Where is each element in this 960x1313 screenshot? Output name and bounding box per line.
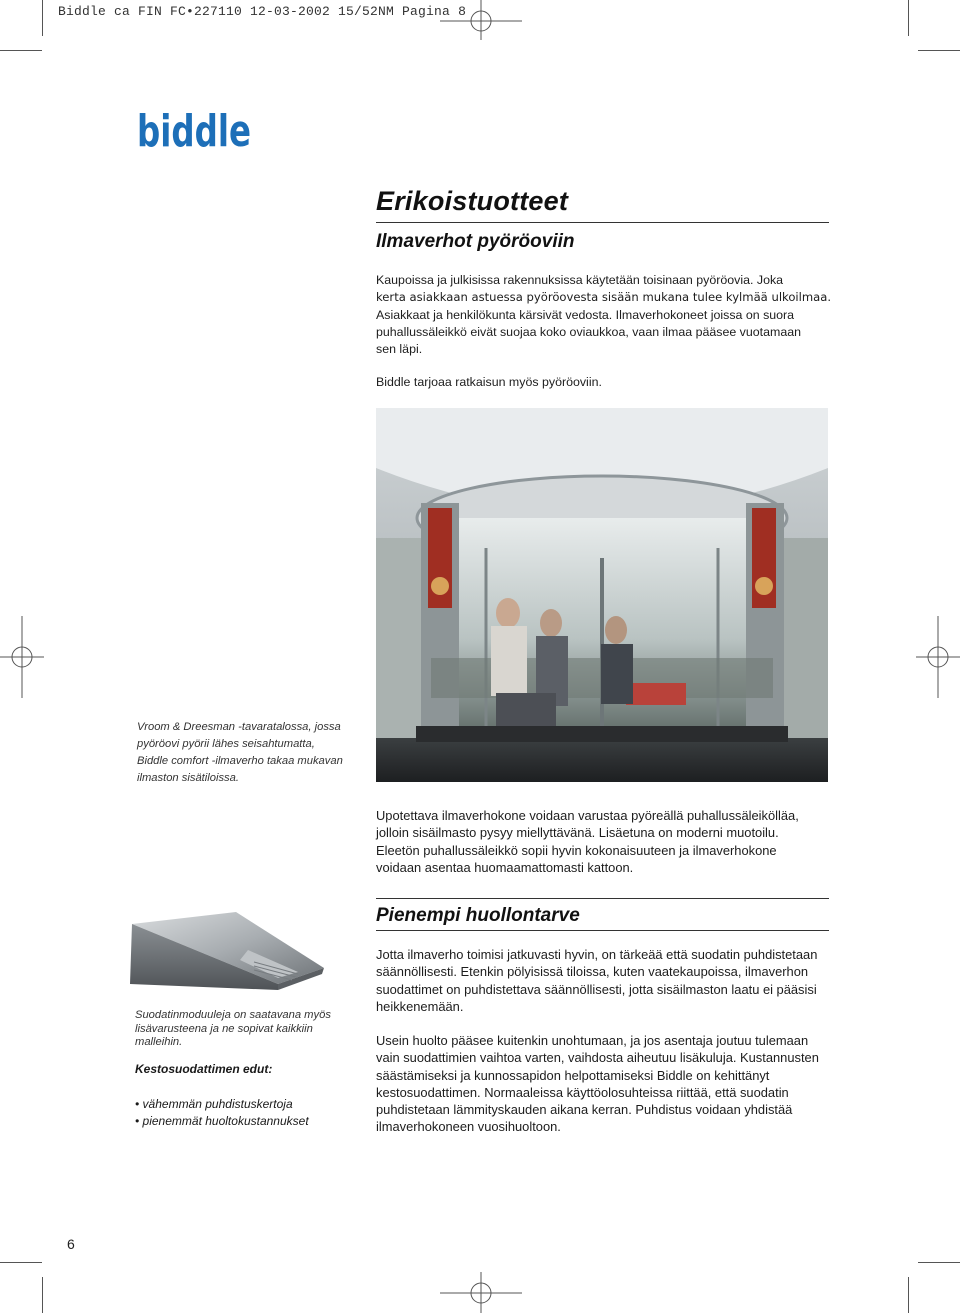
maintenance-paragraph-1 [376, 946, 846, 1015]
product-caption [135, 1009, 335, 1050]
bullet-icon: • [135, 1097, 143, 1111]
caption-line: malleihin. [135, 1036, 183, 1048]
benefit-item: • pienemmät huoltokustannukset [135, 1114, 309, 1128]
caption-line: Suodatinmoduuleja on saatavana myös [135, 1009, 331, 1021]
caption-line: ilmaston sisätiloissa. [137, 772, 239, 784]
air-curtain-unit-image [128, 910, 324, 994]
svg-text:biddle: biddle [137, 106, 251, 157]
para-line: puhdistetaan lämmityskauden aikana kerran. Puhdistus voidaan yhdistää [376, 1102, 793, 1118]
para-line: ilmaverhokoneen vuosihuoltoon. [376, 1119, 561, 1135]
intro-paragraph [376, 272, 836, 358]
section-heading-maintenance: Pienempi huollontarve [376, 905, 580, 926]
para-line: Upotettava ilmaverhokone voidaan varustaa pyöreällä puhallussäleikölläa, [376, 808, 799, 823]
para-line: voidaan asentaa huomaamattomasti kattoon. [376, 859, 634, 875]
para-line: kestosuodattimen. Normaaleissa käyttöolosuhteissa riittää, että suodatin [376, 1084, 789, 1100]
registration-mark-bottom [440, 1272, 522, 1313]
para-line: jolloin sisäilmasto pysyy miellyttävänä. Lisäetuna on moderni muotoilu. [376, 825, 779, 841]
caption-line: lisävarusteena ja ne sopivat kaikkiin [135, 1022, 313, 1035]
para-line: Eleetön puhallussäleikkö sopii hyvin kokonaisuuteen ja ilmaverhokone [376, 842, 777, 858]
biddle-logo [137, 106, 251, 157]
title-rule [376, 222, 829, 223]
section-rule-bottom [376, 930, 829, 931]
para-line: vain suodattimien vaihtoa varten, vaihdosta aiheutuu lisäkuluja. Kustannusten [376, 1050, 819, 1066]
section-heading-revolving-doors: Ilmaverhot pyöröoviin [376, 231, 575, 252]
para-line: säännöllisesti. Etenkin pölyisissä tiloissa, kuten vaatekaupoissa, ilmaverhon [376, 964, 809, 980]
intro-line: kerta asiakkaan astuessa pyöröovesta sisään mukana tulee kylmää ulkoilmaa. [376, 290, 832, 305]
para-line: Usein huolto pääsee kuitenkin unohtumaan, ja jos asentaja joutuu tulemaan [376, 1033, 809, 1048]
intro-line: Kaupoissa ja julkisissa rakennuksissa käytetään toisinaan pyöröovia. Joka [376, 273, 784, 287]
intro-line: Asiakkaat ja henkilökunta kärsivät vedosta. Ilmaverhokoneet joissa on suora [376, 307, 795, 322]
para-line: Jotta ilmaverho toimisi jatkuvasti hyvin, on tärkeää että suodatin puhdistetaan [376, 947, 818, 962]
registration-mark-top [440, 0, 522, 42]
benefits-list [135, 1096, 309, 1130]
benefit-item: • vähemmän puhdistuskertoja [135, 1097, 293, 1111]
page-title: Erikoistuotteet [376, 186, 569, 216]
photo-caption [137, 719, 367, 787]
section-rule [376, 898, 829, 899]
intro-line: puhallussäleikkö eivät suojaa koko oviaukkoa, vaan ilmaa pääsee vuotamaan [376, 324, 801, 339]
para-line: säästämiseksi ja kunnossapidon helpottamiseksi Biddle on kehittänyt [376, 1067, 770, 1083]
intro-line: sen läpi. [376, 342, 423, 357]
revolving-door-photo [376, 408, 828, 782]
registration-mark-right [916, 616, 960, 698]
recessed-unit-paragraph [376, 807, 846, 876]
caption-line: Vroom & Dreesman -tavaratalossa, jossa [137, 721, 341, 733]
para-line: suodattimet on puhdistettava säännöllisesti, jotta sisäilmaston laatu ei pääsisi [376, 981, 817, 997]
print-slug: Biddle ca FIN FC•227110 12-03-2002 15/52NM Pagina 8 [58, 4, 467, 19]
caption-line: pyöröovi pyörii lähes seisahtumatta, [137, 738, 315, 750]
caption-line: Biddle comfort -ilmaverho takaa mukavan [137, 755, 343, 767]
page-number: 6 [67, 1236, 75, 1252]
registration-mark-left [0, 616, 44, 698]
para-line: heikkenemään. [376, 998, 464, 1014]
benefits-title: Kestosuodattimen edut: [135, 1062, 273, 1076]
tagline: Biddle tarjoaa ratkaisun myös pyöröoviin. [376, 375, 602, 389]
bullet-icon: • [135, 1114, 143, 1128]
maintenance-paragraph-2 [376, 1032, 846, 1136]
